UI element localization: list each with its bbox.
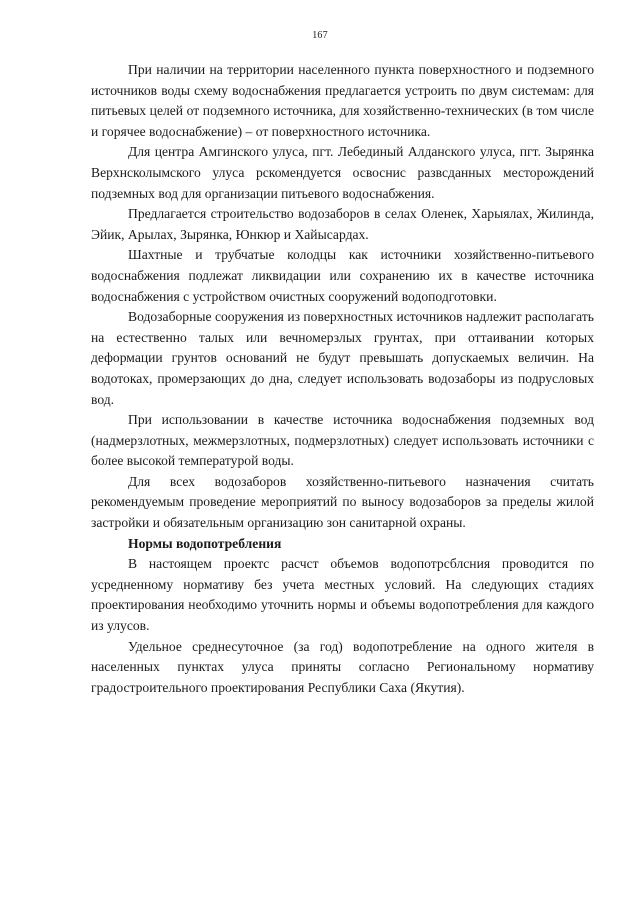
paragraph: Предлагается строительство водозаборов в селах Оленек, Харыялах, Жилинда, Эйик, Арылах, Зырянка, Юнкюр и Хайысардах. bbox=[91, 206, 594, 242]
document-body bbox=[91, 60, 594, 698]
paragraph: Удельное среднесуточное (за год) водопотребление на одного жителя в населенных пунктах улуса приняты согласно Региональному нормативу градостроительного проектирования Республики Саха (Якутия). bbox=[91, 638, 594, 695]
paragraph: Для центра Амгинского улуса, пгт. Лебединый Алданского улуса, пгт. Зырянка Верхнсколымского улуса рскомендуется освоснис развсданных месторождений подземных вод для организации питьевого водоснабжения. bbox=[91, 144, 594, 201]
paragraph: При наличии на территории населенного пункта поверхностного и подземного источников воды схему водоснабжения предлагается устроить по двум системам: для питьевых целей от подземного источника, для хозяйственно-технических (в том числе и горячее водоснабжение) – от поверхностного источника. bbox=[91, 62, 594, 139]
paragraph: Для всех водозаборов хозяйственно-питьевого назначения считать рекомендуемым проведение мероприятий по выносу водозаборов за пределы жилой застройки и обязательным организацию зон санитарной охраны. bbox=[91, 473, 594, 531]
section-heading: Нормы водопотребления bbox=[128, 535, 282, 551]
paragraph: Водозаборные сооружения из поверхностных источников надлежит располагать на естественно талых или вечномерзлых грунтах, при оттаивании которых деформации грунтов оснований не будут превышать допускаемых величин. На водотоках, промерзающих до дна, следует использовать водозаборы из подрусловых вод. bbox=[91, 309, 594, 407]
paragraph: При использовании в качестве источника водоснабжения подземных вод (надмерзлотных, межмерзлотных, подмерзлотных) следует использовать источники с более высокой температурой воды. bbox=[91, 412, 594, 469]
page-number: 167 bbox=[312, 30, 328, 41]
paragraph: В настоящем проектс расчст объемов водопотрсблсния проводится по усредненному нормативу без учета местных условий. На следующих стадиях проектирования необходимо уточнить нормы и объемы водопотребления для каждого из улусов. bbox=[91, 556, 594, 634]
paragraph: Шахтные и трубчатые колодцы как источники хозяйственно-питьевого водоснабжения подлежат ликвидации или сохранению их в качестве источника водоснабжения с устройством очистных сооружений водоподготовки. bbox=[91, 247, 594, 304]
